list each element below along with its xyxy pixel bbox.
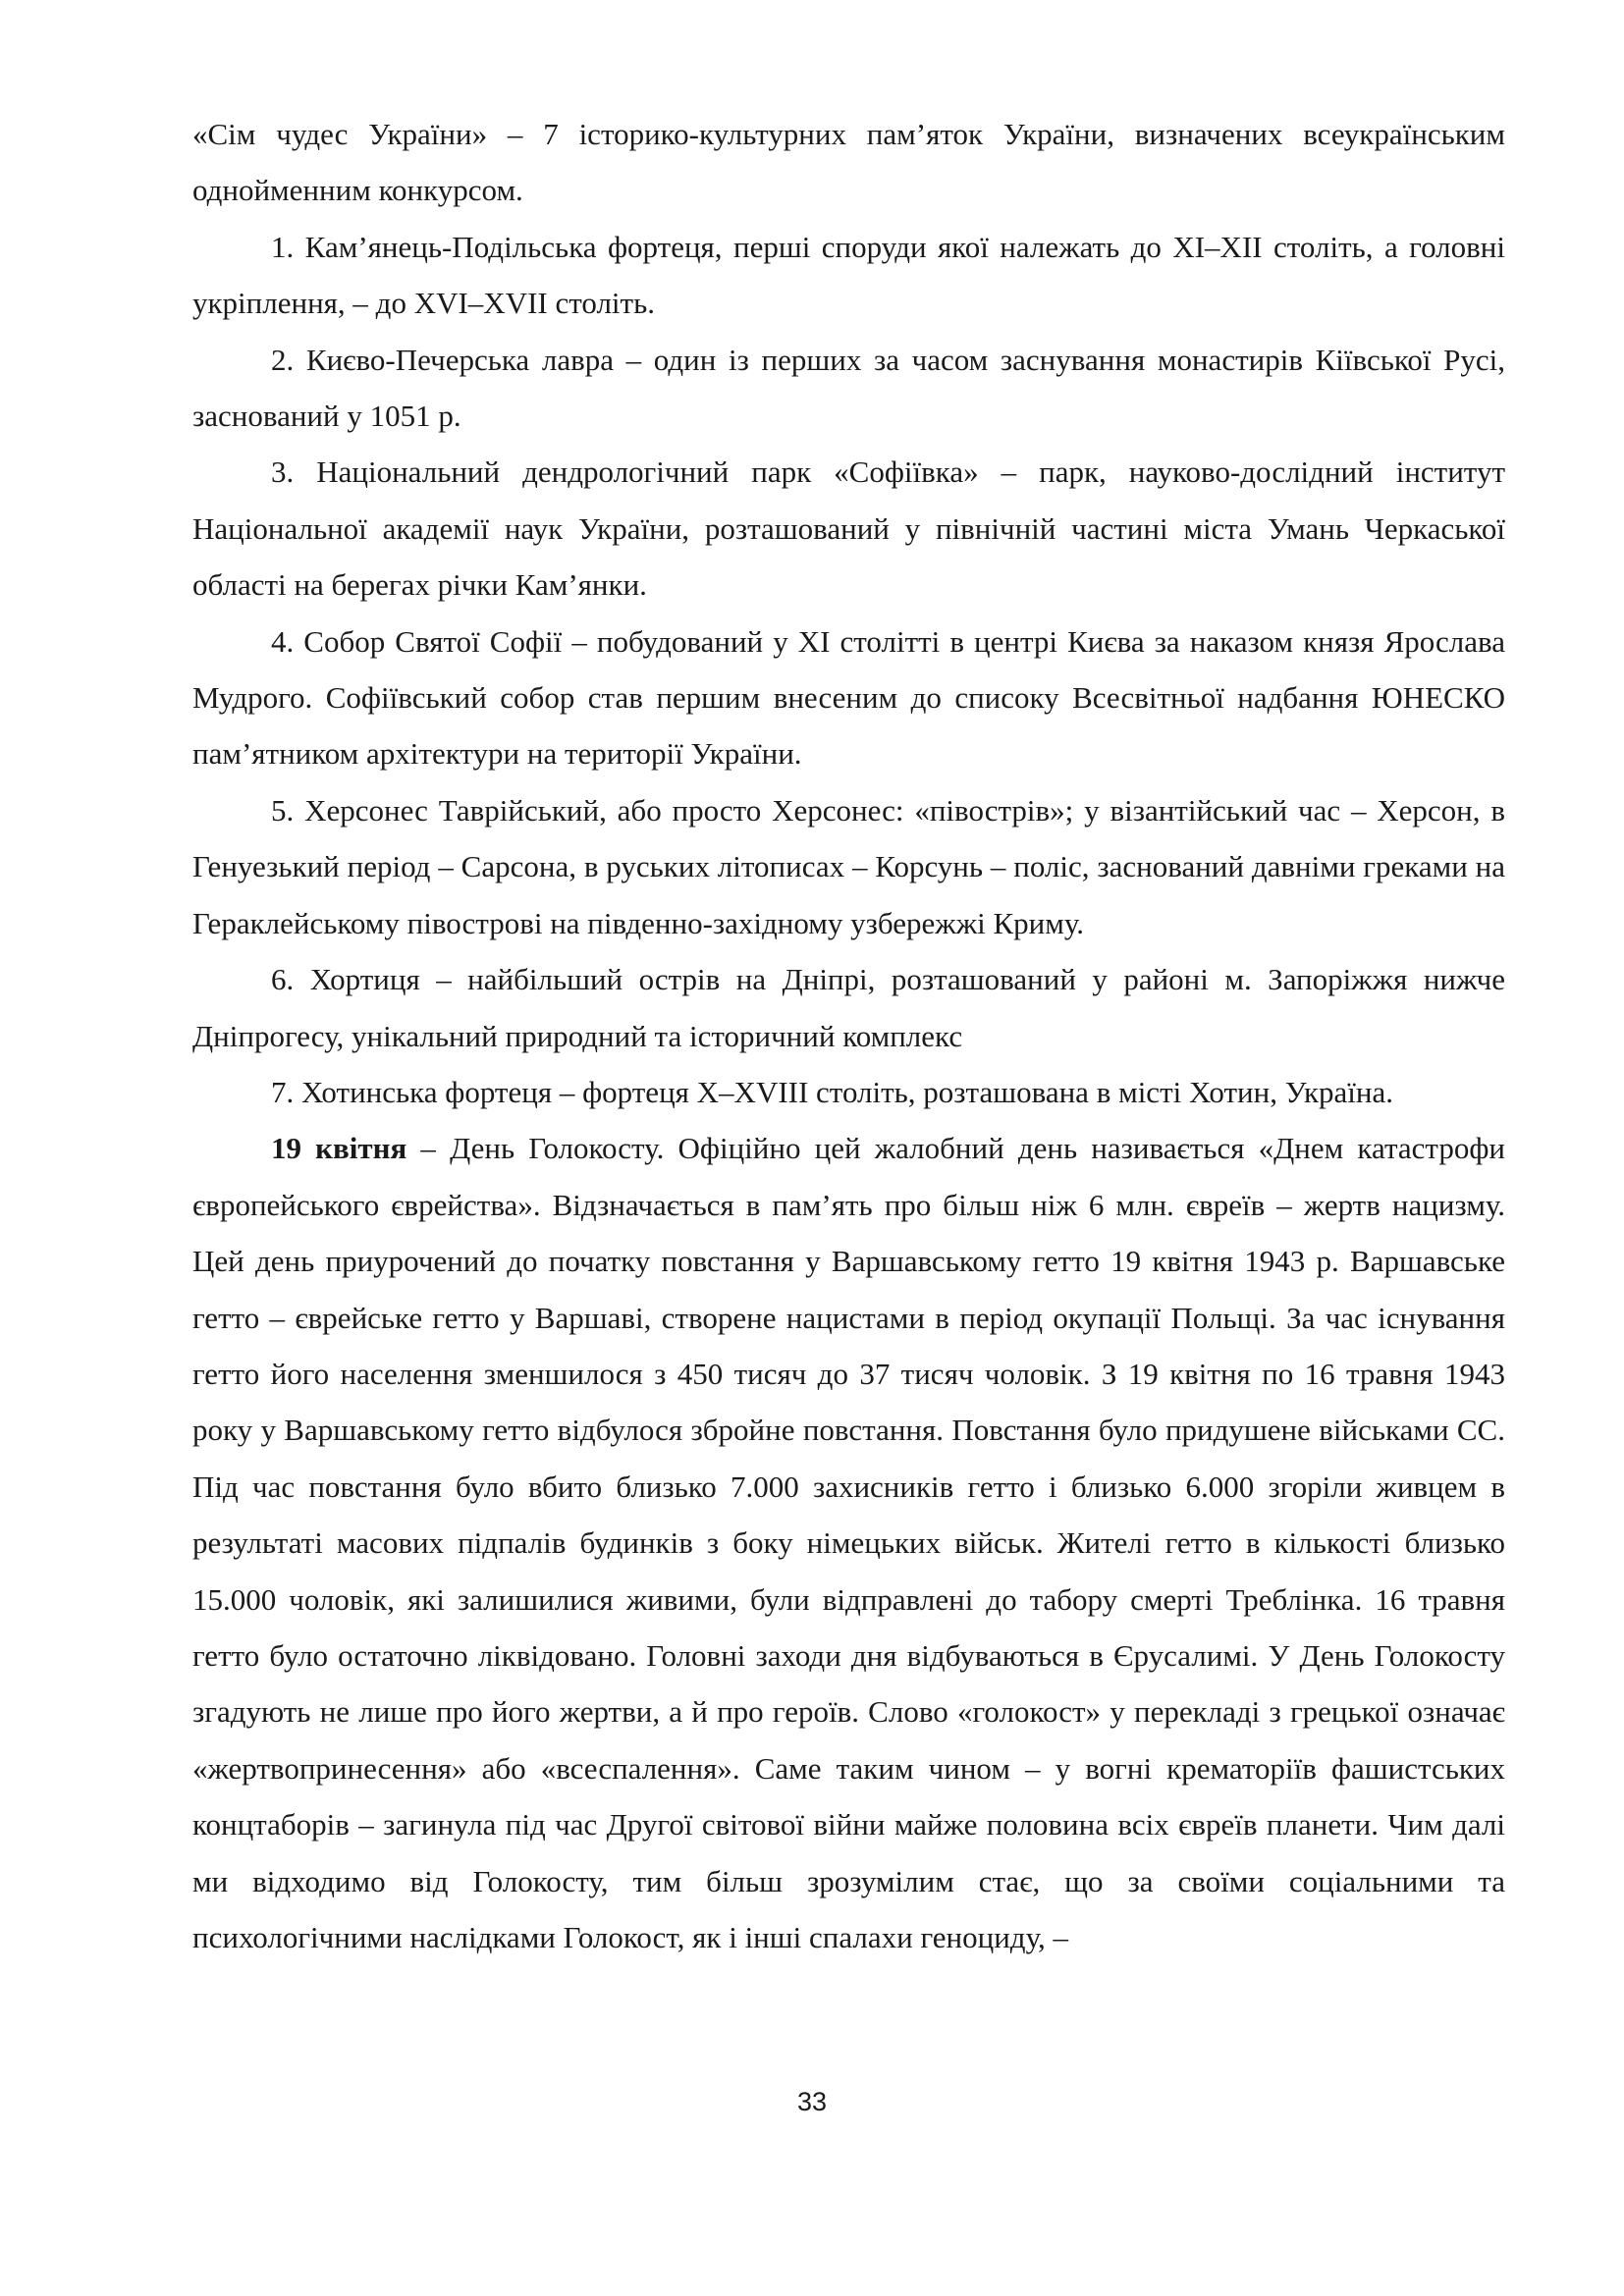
list-item-3: 3. Національний дендрологічний парк «Софіївка» – парк, науково-дослідний інститут Національної академії наук України, розташований у північній частині міста Умань Черкаської області на берегах річки Кам’янки. [192, 454, 1505, 603]
list-item-6: 6. Хортиця – найбільший острів на Дніпрі, розташований у районі м. Запоріжжя нижче Дніпрогесу, унікальний природний та історичний комплекс [192, 962, 1505, 1053]
list-item-2: 2. Києво-Печерська лавра – один із перших за часом заснування монастирів Кіївської Русі, заснований у 1051 р. [192, 342, 1505, 434]
list-item-7: 7. Хотинська фортеця – фортеця X–XVIII століть, розташована в місті Хотин, Україна. [271, 1074, 1393, 1109]
intro-paragraph: «Сім чудес України» – 7 історико-культурних пам’яток України, визначених всеукраїнським однойменним конкурсом. [192, 117, 1505, 208]
page-number: 33 [796, 2087, 828, 2116]
list-item-4: 4. Собор Святої Софії – побудований у XI столітті в центрі Києва за наказом князя Ярослава Мудрого. Софіївський собор став першим внесеним до списоку Всесвітньої надбання ЮНЕСКО пам’ятником архітектури на території України. [192, 623, 1505, 772]
list-item-5: 5. Херсонес Таврійський, або просто Херсонес: «півострів»; у візантійський час – Херсон, в Генуезький період – Сарсона, в руських літописах – Корсунь – поліс, заснований давніми греками на Гераклейському півострові на південно-західному узбережжі Криму. [192, 792, 1505, 940]
holocaust-text: – День Голокосту. Офіційно цей жалобний день називається «Днем катастрофи європейського єврейства». Відзначається в пам’ять про більш ніж 6 млн. євреїв – жертв нацизму. Цей день приурочений до початку повстання у Варшавському гетто 19 квітня 1943 р. Варшавське гетто – єврейське гетто у Варшаві, створене нацистами в період окупації Польщі. За час існування гетто його населення зменшилося з 450 тисяч до 37 тисяч чоловік. З 19 квітня по 16 травня 1943 року у Варшавському гетто відбулося збройне повстання. Повстання було придушене військами СС. Під час повстання було вбито близько 7.000 захисників гетто і близько 6.000 згоріли живцем в результаті масових підпалів будинків з боку німецьких військ. Жителі гетто в кількості близько 15.000 чоловік, які залишилися живими, були відправлені до табору смерті Треблінка. 16 травня гетто було остаточно ліквідовано. Головні заходи дня відбуваються в Єрусалимі. У День Голокосту згадують не лише про його жертви, а й про героїв. Слово «голокост» у перекладі з грецької означає «жертвопринесення» або «всеспалення». Саме таким чином – у вогні крематоріїв фашистських концтаборів – загинула під час Другої світової війни майже половина всіх євреїв планети. Чим далі ми відходимо від Голокосту, тим більш зрозумілим стає, що за своїми соціальними та психологічними наслідками Голокост, як і інші спалахи геноциду, – [192, 1131, 1506, 1954]
document-page [192, 106, 1505, 1965]
holocaust-paragraph [192, 1120, 1505, 1965]
holocaust-date: 19 квітня [271, 1131, 407, 1166]
list-item-1: 1. Кам’янець-Подільська фортеця, перші споруди якої належать до XI–XII століть, а головні укріплення, – до XVI–XVII століть. [192, 229, 1505, 321]
